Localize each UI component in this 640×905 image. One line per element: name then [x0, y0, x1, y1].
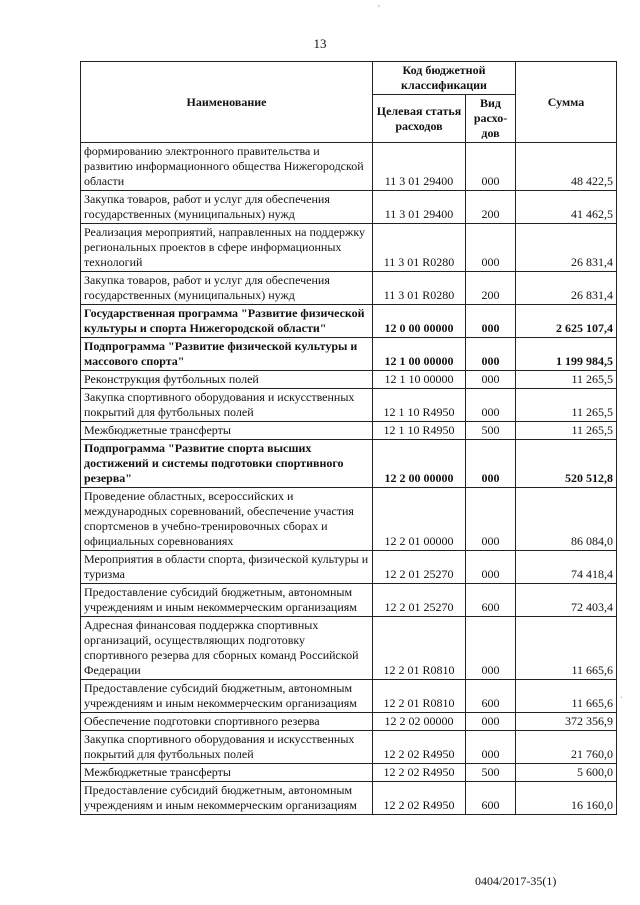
row-target: 12 0 00 00000 — [373, 305, 466, 338]
row-type: 600 — [466, 680, 516, 713]
row-sum: 1 199 984,5 — [516, 338, 617, 371]
table-row — [81, 422, 617, 440]
row-target: 11 3 01 R0280 — [373, 272, 466, 305]
budget-table — [80, 61, 617, 815]
row-type: 500 — [466, 764, 516, 782]
row-target: 12 2 00 00000 — [373, 440, 466, 488]
row-target: 12 1 10 00000 — [373, 371, 466, 389]
row-sum: 26 831,4 — [516, 224, 617, 272]
table-row — [81, 617, 617, 680]
row-sum: 86 084,0 — [516, 488, 617, 551]
row-name: Предоставление субсидий бюджетным, автономным учреждениям и иным некоммерческим организациям — [81, 680, 373, 713]
row-name: формированию электронного правительства и развитию информационного общества Нижегородской области — [81, 143, 373, 191]
row-name: Реализация мероприятий, направленных на поддержку региональных проектов в сфере информационных технологий — [81, 224, 373, 272]
row-target: 12 2 01 00000 — [373, 488, 466, 551]
row-name: Реконструкция футбольных полей — [81, 371, 373, 389]
row-target: 12 2 01 R0810 — [373, 680, 466, 713]
table-row — [81, 338, 617, 371]
table-row — [81, 488, 617, 551]
row-type: 000 — [466, 713, 516, 731]
table-row — [81, 371, 617, 389]
page-number: 13 — [313, 36, 327, 51]
row-type: 000 — [466, 143, 516, 191]
row-sum: 41 462,5 — [516, 191, 617, 224]
row-sum: 11 665,6 — [516, 617, 617, 680]
table-body — [81, 143, 617, 815]
row-target: 12 2 02 R4950 — [373, 764, 466, 782]
row-name: Закупка спортивного оборудования и искусственных покрытий для футбольных полей — [81, 389, 373, 422]
row-sum: 48 422,5 — [516, 143, 617, 191]
row-target: 12 2 02 00000 — [373, 713, 466, 731]
row-sum: 11 265,5 — [516, 422, 617, 440]
row-type: 600 — [466, 584, 516, 617]
row-name: Закупка товаров, работ и услуг для обеспечения государственных (муниципальных) нужд — [81, 272, 373, 305]
row-name: Предоставление субсидий бюджетным, автономным учреждениям и иным некоммерческим организациям — [81, 782, 373, 815]
row-sum: 11 665,6 — [516, 680, 617, 713]
row-sum: 16 160,0 — [516, 782, 617, 815]
header-code-group: Код бюджетной классификации — [373, 62, 516, 95]
row-sum: 11 265,5 — [516, 371, 617, 389]
row-target: 12 2 01 R0810 — [373, 617, 466, 680]
document-code: 0404/2017-35(1) — [475, 874, 557, 888]
table-row — [81, 272, 617, 305]
row-sum: 2 625 107,4 — [516, 305, 617, 338]
table-row — [81, 713, 617, 731]
row-type: 200 — [466, 272, 516, 305]
header-sum: Сумма — [516, 62, 617, 143]
row-type: 000 — [466, 305, 516, 338]
table-row — [81, 584, 617, 617]
row-name: Проведение областных, всероссийских и международных соревнований, обеспечение участия спортсменов в учебно-тренировочных сборах и официальных соревнованиях — [81, 488, 373, 551]
row-target: 12 2 01 25270 — [373, 584, 466, 617]
scan-mark-side: . — [620, 690, 623, 701]
row-target: 12 1 10 R4950 — [373, 422, 466, 440]
row-name: Подпрограмма "Развитие физической культуры и массового спорта" — [81, 338, 373, 371]
row-target: 12 1 00 00000 — [373, 338, 466, 371]
row-target: 11 3 01 R0280 — [373, 224, 466, 272]
row-name: Закупка спортивного оборудования и искусственных покрытий для футбольных полей — [81, 731, 373, 764]
row-name: Предоставление субсидий бюджетным, автономным учреждениям и иным некоммерческим организациям — [81, 584, 373, 617]
row-name: Адресная финансовая поддержка спортивных организаций, осуществляющих подготовку спортивного резерва для сборных команд Российской Федерации — [81, 617, 373, 680]
table-row — [81, 551, 617, 584]
row-type: 200 — [466, 191, 516, 224]
row-name: Обеспечение подготовки спортивного резерва — [81, 713, 373, 731]
scan-mark-top: ' — [378, 4, 380, 15]
row-target: 12 2 01 25270 — [373, 551, 466, 584]
row-sum: 5 600,0 — [516, 764, 617, 782]
row-type: 000 — [466, 731, 516, 764]
table-row — [81, 305, 617, 338]
row-name: Закупка товаров, работ и услуг для обеспечения государственных (муниципальных) нужд — [81, 191, 373, 224]
table-row — [81, 680, 617, 713]
table-row — [81, 191, 617, 224]
row-name: Мероприятия в области спорта, физической культуры и туризма — [81, 551, 373, 584]
row-type: 000 — [466, 488, 516, 551]
table-row — [81, 440, 617, 488]
row-name: Государственная программа "Развитие физической культуры и спорта Нижегородской области" — [81, 305, 373, 338]
row-target: 11 3 01 29400 — [373, 191, 466, 224]
table-row — [81, 389, 617, 422]
row-type: 000 — [466, 224, 516, 272]
row-type: 000 — [466, 440, 516, 488]
row-name: Подпрограмма "Развитие спорта высших достижений и системы подготовки спортивного резерва" — [81, 440, 373, 488]
row-type: 000 — [466, 617, 516, 680]
table-header — [81, 62, 617, 143]
row-type: 000 — [466, 389, 516, 422]
header-target: Целевая статья расходов — [373, 95, 466, 143]
row-name: Межбюджетные трансферты — [81, 422, 373, 440]
row-sum: 21 760,0 — [516, 731, 617, 764]
row-type: 000 — [466, 551, 516, 584]
row-sum: 72 403,4 — [516, 584, 617, 617]
row-type: 500 — [466, 422, 516, 440]
row-target: 11 3 01 29400 — [373, 143, 466, 191]
row-target: 12 2 02 R4950 — [373, 782, 466, 815]
table-row — [81, 224, 617, 272]
header-type: Вид расхо-дов — [466, 95, 516, 143]
row-sum: 74 418,4 — [516, 551, 617, 584]
row-target: 12 2 02 R4950 — [373, 731, 466, 764]
table-row — [81, 731, 617, 764]
table-row — [81, 782, 617, 815]
row-sum: 11 265,5 — [516, 389, 617, 422]
row-name: Межбюджетные трансферты — [81, 764, 373, 782]
table-row — [81, 764, 617, 782]
row-sum: 372 356,9 — [516, 713, 617, 731]
header-name: Наименование — [81, 62, 373, 143]
row-type: 600 — [466, 782, 516, 815]
row-type: 000 — [466, 338, 516, 371]
table-row — [81, 143, 617, 191]
row-sum: 520 512,8 — [516, 440, 617, 488]
row-type: 000 — [466, 371, 516, 389]
row-target: 12 1 10 R4950 — [373, 389, 466, 422]
row-sum: 26 831,4 — [516, 272, 617, 305]
